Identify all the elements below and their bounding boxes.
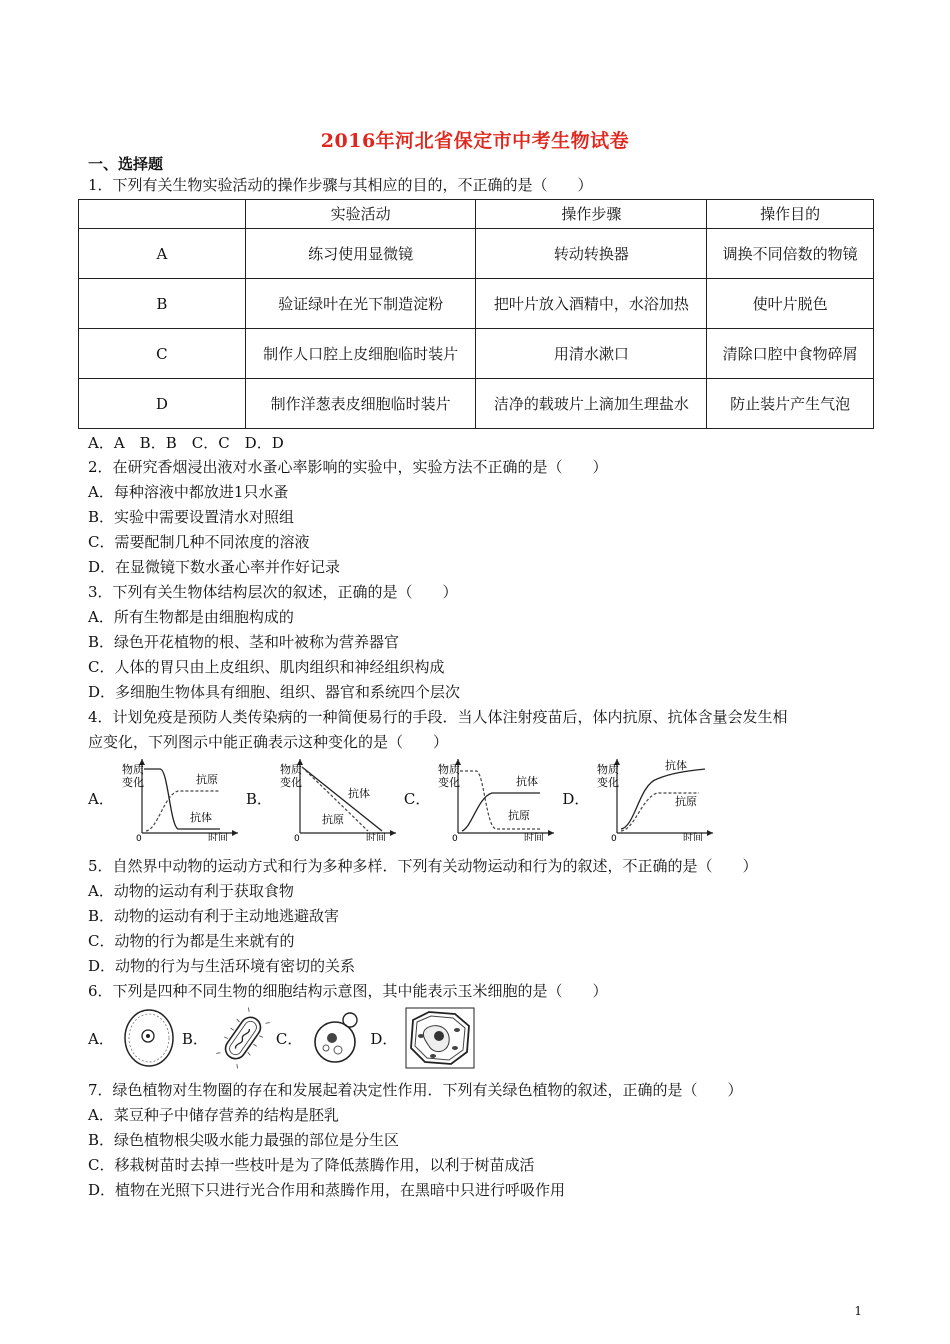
table-cell: 制作人口腔上皮细胞临时装片 [245, 329, 476, 379]
table-cell: A [79, 229, 246, 279]
q4-stem-line1: 4．计划免疫是预防人类传染病的一种简便易行的手段．当人体注射疫苗后，体内抗原、抗体含量会发生相 [88, 708, 788, 726]
q7-option-a: A．菜豆种子中储存营养的结构是胚乳 [88, 1106, 339, 1124]
q6-option-c-label: C． [275, 1029, 303, 1048]
table-cell: 验证绿叶在光下制造淀粉 [245, 279, 476, 329]
q4-figures [88, 755, 717, 841]
table-cell: D [79, 379, 246, 429]
origin-label: 0 [452, 834, 459, 841]
antigen-label: 抗原 [195, 773, 218, 786]
q4-stem-line2: 应变化，下列图示中能正确表示这种变化的是（ ） [88, 733, 449, 751]
table-cell: C [79, 329, 246, 379]
q2-stem: 2．在研究香烟浸出液对水蚤心率影响的实验中，实验方法不正确的是（ ） [88, 458, 608, 476]
q2-option-a: A．每种溶液中都放进1只水蚤 [88, 483, 289, 501]
antibody-label: 抗体 [516, 775, 539, 788]
q1-stem: 1．下列有关生物实验活动的操作步骤与其相应的目的，不正确的是（ ） [88, 176, 593, 194]
y-axis-label: 物质 [597, 763, 620, 776]
antibody-label: 抗体 [665, 759, 688, 772]
q4-graph-d [595, 755, 717, 841]
q5-option-c: C．动物的行为都是生来就有的 [88, 932, 295, 950]
q2-option-d: D．在显微镜下数水蚤心率并作好记录 [88, 558, 341, 576]
table-cell: 清除口腔中食物碎屑 [707, 329, 874, 379]
y-axis-label: 物质 [121, 763, 144, 776]
table-cell: 使叶片脱色 [707, 279, 874, 329]
bacterium-figure [214, 1006, 272, 1070]
q6-option-d-label: D． [370, 1029, 398, 1048]
q7-option-d: D．植物在光照下只进行光合作用和蒸腾作用，在黑暗中只进行呼吸作用 [88, 1181, 566, 1199]
table-cell: 把叶片放入酒精中，水浴加热 [476, 279, 707, 329]
table-row [79, 379, 874, 429]
antibody-label: 抗体 [189, 811, 212, 824]
q5-option-b: B．动物的运动有利于主动地逃避敌害 [88, 907, 340, 925]
q2-option-c: C．需要配制几种不同浓度的溶液 [88, 533, 310, 551]
table-cell: 练习使用显微镜 [245, 229, 476, 279]
y-axis-label: 变化 [597, 776, 620, 789]
table-header-cell: 操作步骤 [476, 200, 707, 229]
table-row [79, 229, 874, 279]
x-axis-label: 时间 [365, 833, 386, 841]
q4-option-c-label: C． [403, 789, 431, 808]
q3-stem: 3．下列有关生物体结构层次的叙述，正确的是（ ） [88, 583, 458, 601]
q3-option-a: A．所有生物都是由细胞构成的 [88, 608, 294, 626]
antigen-label: 抗原 [508, 809, 531, 822]
table-header-cell: 实验活动 [245, 200, 476, 229]
table-row [79, 279, 874, 329]
q4-option-d-label: D． [562, 789, 590, 808]
origin-label: 0 [611, 834, 618, 841]
x-axis-label: 时间 [524, 833, 545, 841]
q5-option-a: A．动物的运动有利于获取食物 [88, 882, 294, 900]
q3-option-b: B．绿色开花植物的根、茎和叶被称为营养器官 [88, 633, 400, 651]
q6-figures [88, 1006, 477, 1070]
yeast-cell-figure [308, 1006, 366, 1070]
q4-option-a-label: A． [88, 789, 114, 808]
q4-graph-c [436, 755, 558, 841]
y-axis-label: 物质 [438, 763, 461, 776]
table-cell: 制作洋葱表皮细胞临时装片 [245, 379, 476, 429]
q1-table [78, 199, 874, 429]
table-header-cell: 操作目的 [707, 200, 874, 229]
x-axis-label: 时间 [683, 833, 704, 841]
table-cell: B [79, 279, 246, 329]
plant-cell-figure [403, 1006, 477, 1070]
antigen-label: 抗原 [321, 813, 344, 826]
table-cell: 洁净的载玻片上滴加生理盐水 [476, 379, 707, 429]
q5-stem: 5．自然界中动物的运动方式和行为多种多样．下列有关动物运动和行为的叙述，不正确的是（ ） [88, 857, 758, 875]
y-axis-label: 变化 [438, 776, 461, 789]
q4-graph-b [278, 755, 400, 841]
q6-option-a-label: A． [88, 1029, 114, 1048]
q7-option-c: C．移栽树苗时去掉一些枝叶是为了降低蒸腾作用，以利于树苗成活 [88, 1156, 535, 1174]
q4-graph-a [120, 755, 242, 841]
q7-option-b: B．绿色植物根尖吸水能力最强的部位是分生区 [88, 1131, 400, 1149]
y-axis-label: 变化 [279, 776, 302, 789]
y-axis-label: 变化 [121, 776, 144, 789]
table-row [79, 329, 874, 379]
section-heading: 一、选择题 [88, 155, 164, 173]
table-cell: 防止装片产生气泡 [707, 379, 874, 429]
table-header-cell [79, 200, 246, 229]
q6-stem: 6．下列是四种不同生物的细胞结构示意图，其中能表示玉米细胞的是（ ） [88, 982, 608, 1000]
table-header-row [79, 200, 874, 229]
origin-label: 0 [135, 834, 142, 841]
page-title: 2016年河北省保定市中考生物试卷 [320, 130, 630, 152]
y-axis-label: 物质 [279, 763, 302, 776]
x-axis-label: 时间 [207, 833, 228, 841]
table-cell: 用清水漱口 [476, 329, 707, 379]
q2-option-b: B．实验中需要设置清水对照组 [88, 508, 295, 526]
q3-option-d: D．多细胞生物体具有细胞、组织、器官和系统四个层次 [88, 683, 461, 701]
table-cell: 调换不同倍数的物镜 [707, 229, 874, 279]
animal-cell-figure [120, 1006, 178, 1070]
q7-stem: 7．绿色植物对生物圈的存在和发展起着决定性作用．下列有关绿色植物的叙述，正确的是（ ） [88, 1081, 743, 1099]
antigen-label: 抗原 [675, 795, 698, 808]
q3-option-c: C．人体的胃只由上皮组织、肌肉组织和神经组织构成 [88, 658, 445, 676]
q6-option-b-label: B． [181, 1029, 208, 1048]
table-cell: 转动转换器 [476, 229, 707, 279]
q1-options: A．A B．B C．C D．D [88, 434, 284, 452]
antibody-label: 抗体 [347, 787, 370, 800]
page-number: 1 [854, 1304, 862, 1318]
q5-option-d: D．动物的行为与生活环境有密切的关系 [88, 957, 356, 975]
origin-label: 0 [293, 834, 300, 841]
q4-option-b-label: B． [245, 789, 272, 808]
